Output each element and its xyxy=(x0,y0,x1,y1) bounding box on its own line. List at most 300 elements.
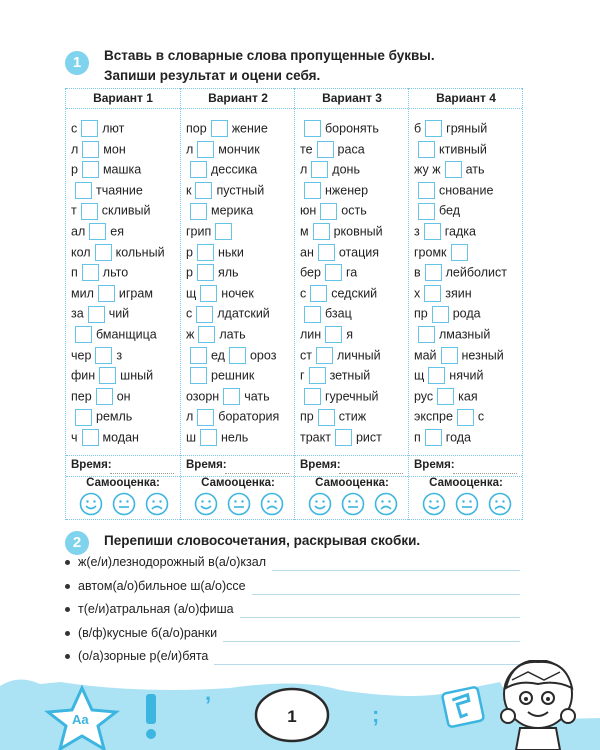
word-prefix: те xyxy=(300,142,313,157)
variant-column xyxy=(180,88,295,520)
word-row xyxy=(186,283,254,303)
word-row xyxy=(186,139,260,159)
missing-letter-box[interactable] xyxy=(325,326,342,343)
word-suffix: он xyxy=(116,389,131,404)
word-suffix: тчаяние xyxy=(96,183,143,198)
word-row xyxy=(414,303,481,323)
word-suffix: ктивный xyxy=(439,142,487,157)
self-assessment-faces xyxy=(422,492,512,516)
word-suffix: бзац xyxy=(325,307,352,322)
word-suffix: нячий xyxy=(449,368,484,383)
word-suffix: мерика xyxy=(211,204,254,219)
word-suffix: лмазный xyxy=(439,327,491,342)
missing-letter-box[interactable] xyxy=(304,182,321,199)
missing-letter-box[interactable] xyxy=(196,306,213,323)
letter-block-icon xyxy=(442,687,484,728)
word-suffix: з xyxy=(116,348,123,363)
word-suffix: с xyxy=(477,410,485,425)
word-suffix: ночек xyxy=(221,286,254,301)
word-suffix: седский xyxy=(331,286,378,301)
word-prefix: май xyxy=(414,348,437,363)
time-input-line[interactable] xyxy=(453,473,517,474)
word-prefix: в xyxy=(414,265,421,280)
word-suffix: дессикa xyxy=(211,162,258,177)
word-prefix: чер xyxy=(71,348,92,363)
word-prefix: экспре xyxy=(414,410,453,425)
word-row xyxy=(300,386,379,406)
time-label: Время: xyxy=(414,459,455,471)
missing-letter-box[interactable] xyxy=(95,244,112,261)
word-row xyxy=(71,406,132,426)
missing-letter-box[interactable] xyxy=(215,223,232,240)
word-row xyxy=(71,139,126,159)
page-number: 1 xyxy=(287,707,297,726)
time-input-line[interactable] xyxy=(339,473,403,474)
word-row xyxy=(414,283,472,303)
list-item xyxy=(65,553,520,571)
word-row xyxy=(414,406,484,426)
word-row xyxy=(414,427,471,447)
word-suffix: модан xyxy=(102,430,139,445)
word-suffix: машка xyxy=(102,162,142,177)
word-row xyxy=(71,180,143,200)
phrase-text: (в/ф)кусные б(а/о)ранки xyxy=(78,625,218,640)
word-suffix: мон xyxy=(103,142,126,157)
variant-column xyxy=(294,88,409,520)
word-suffix: скливый xyxy=(101,204,151,219)
neutral-face-icon[interactable] xyxy=(455,492,479,516)
missing-letter-box[interactable] xyxy=(418,326,435,343)
word-row xyxy=(71,324,157,344)
word-suffix: стиж xyxy=(338,410,367,425)
word-suffix: рода xyxy=(452,307,481,322)
happy-face-icon[interactable] xyxy=(308,492,332,516)
word-row xyxy=(414,180,493,200)
word-suffix: донь xyxy=(332,162,360,177)
phrase-text: т(е/и)атральная (а/о)фиша xyxy=(78,602,234,616)
missing-letter-box[interactable] xyxy=(82,141,99,158)
word-suffix: отация xyxy=(338,245,379,260)
missing-letter-box[interactable] xyxy=(318,409,335,426)
word-suffix: лют xyxy=(102,121,125,136)
word-prefix: ш xyxy=(186,430,197,445)
word-prefix: л xyxy=(186,142,194,157)
missing-letter-box[interactable] xyxy=(75,182,92,199)
word-prefix: щ xyxy=(186,286,197,301)
word-prefix: с xyxy=(300,286,307,301)
neutral-face-icon[interactable] xyxy=(112,492,136,516)
time-input-line[interactable] xyxy=(110,473,174,474)
word-suffix: ость xyxy=(341,204,367,219)
missing-letter-box[interactable] xyxy=(309,367,326,384)
word-suffix: лдатский xyxy=(217,307,270,322)
task-number-badge-2: 2 xyxy=(65,531,89,555)
word-suffix: пустный xyxy=(216,183,265,198)
missing-letter-box[interactable] xyxy=(310,285,327,302)
word-prefix: р xyxy=(186,265,193,280)
word-row xyxy=(414,159,485,179)
word-row xyxy=(71,386,131,406)
footer-decoration xyxy=(0,660,600,750)
time-label: Время: xyxy=(186,459,227,471)
missing-letter-box[interactable] xyxy=(75,326,92,343)
word-row xyxy=(71,200,150,220)
word-row xyxy=(414,221,476,241)
missing-letter-box[interactable] xyxy=(424,223,441,240)
word-suffix: кольный xyxy=(115,245,165,260)
list-item xyxy=(65,624,520,642)
neutral-face-icon[interactable] xyxy=(341,492,365,516)
task-instruction-line1: Вставь в словарные слова пропущенные буквы. xyxy=(104,48,435,63)
time-label: Время: xyxy=(300,459,341,471)
word-suffix: кая xyxy=(458,389,478,404)
word-prefix: л xyxy=(71,142,79,157)
missing-letter-box[interactable] xyxy=(197,409,214,426)
word-prefix: щ xyxy=(414,368,425,383)
missing-letter-box[interactable] xyxy=(424,285,441,302)
self-assessment-faces xyxy=(308,492,398,516)
word-prefix: л xyxy=(300,162,308,177)
word-row xyxy=(414,262,507,282)
word-row xyxy=(300,200,367,220)
word-suffix: ея xyxy=(110,224,124,239)
word-row xyxy=(414,118,487,138)
bullet-icon xyxy=(65,607,70,612)
word-row xyxy=(300,180,368,200)
missing-letter-box[interactable] xyxy=(88,306,105,323)
word-prefix: пр xyxy=(414,307,428,322)
phrase-text: ж(е/и)лезнодорожный в(а/о)кзал xyxy=(78,555,267,569)
word-suffix: раса xyxy=(337,142,365,157)
word-row xyxy=(186,324,246,344)
word-prefix: х xyxy=(414,286,421,301)
word-row xyxy=(414,324,490,344)
missing-letter-box[interactable] xyxy=(197,141,214,158)
time-input-line[interactable] xyxy=(225,473,289,474)
missing-letter-box[interactable] xyxy=(81,120,98,137)
word-prefix: т xyxy=(71,204,77,219)
self-assessment-label: Самооценка: xyxy=(315,477,389,489)
word-prefix: громк xyxy=(414,245,447,260)
bullet-icon xyxy=(65,631,70,636)
word-suffix: ньки xyxy=(217,245,244,260)
missing-letter-box[interactable] xyxy=(198,326,215,343)
word-suffix: я xyxy=(346,327,353,342)
answer-line[interactable] xyxy=(223,641,520,642)
missing-letter-box[interactable] xyxy=(425,429,442,446)
word-prefix: пер xyxy=(71,389,92,404)
missing-letter-box[interactable] xyxy=(418,182,435,199)
missing-letter-box[interactable] xyxy=(311,161,328,178)
phrase-text: (о/а)зорные р(е/и)бята xyxy=(78,649,209,663)
word-prefix: р xyxy=(71,162,78,177)
word-prefix: г xyxy=(300,368,305,383)
word-prefix: п xyxy=(414,430,421,445)
word-suffix: зетный xyxy=(329,368,371,383)
variant-title: Вариант 4 xyxy=(436,91,496,105)
neutral-face-icon[interactable] xyxy=(227,492,251,516)
word-prefix: пр xyxy=(300,410,314,425)
word-row xyxy=(71,221,124,241)
happy-face-icon[interactable] xyxy=(422,492,446,516)
phrase-text: автом(а/о)бильное ш(а/о)ссе xyxy=(78,578,246,593)
word-suffix: льто xyxy=(102,265,129,280)
word-row xyxy=(414,386,478,406)
word-row xyxy=(71,242,165,262)
missing-letter-box[interactable] xyxy=(457,409,474,426)
variant-title: Вариант 3 xyxy=(322,91,382,105)
missing-letter-box[interactable] xyxy=(75,409,92,426)
missing-letter-box[interactable] xyxy=(190,347,207,364)
word-row xyxy=(186,345,276,365)
word-row xyxy=(300,324,353,344)
missing-letter-box[interactable] xyxy=(313,223,330,240)
word-row xyxy=(300,427,382,447)
word-suffix: ать xyxy=(465,162,485,177)
missing-letter-box[interactable] xyxy=(418,141,435,158)
word-row xyxy=(414,242,472,262)
missing-letter-box[interactable] xyxy=(99,367,116,384)
missing-letter-box[interactable] xyxy=(425,264,442,281)
word-suffix: личный xyxy=(336,348,381,363)
variant-title: Вариант 1 xyxy=(93,91,153,105)
bullet-icon xyxy=(65,584,70,589)
word-row xyxy=(300,118,379,138)
sad-face-icon[interactable] xyxy=(260,492,284,516)
variant-title: Вариант 2 xyxy=(208,91,268,105)
word-prefix: тракт xyxy=(300,430,331,445)
word-prefix: ан xyxy=(300,245,314,260)
missing-letter-box[interactable] xyxy=(200,285,217,302)
word-row xyxy=(186,365,254,385)
word-row xyxy=(186,242,244,262)
word-prefix: мил xyxy=(71,286,94,301)
word-row xyxy=(300,303,352,323)
missing-letter-box[interactable] xyxy=(200,429,217,446)
missing-letter-box[interactable] xyxy=(418,203,435,220)
word-row xyxy=(300,139,365,159)
self-assessment-faces xyxy=(79,492,169,516)
word-prefix: за xyxy=(71,307,84,322)
self-assessment-faces xyxy=(194,492,284,516)
missing-letter-box[interactable] xyxy=(428,367,445,384)
word-prefix: пор xyxy=(186,121,207,136)
missing-letter-box[interactable] xyxy=(98,285,115,302)
word-suffix: ед xyxy=(211,348,225,363)
word-prefix: кол xyxy=(71,245,91,260)
word-row xyxy=(71,159,141,179)
missing-letter-box[interactable] xyxy=(445,161,462,178)
task-number-badge: 1 xyxy=(65,51,89,75)
word-row xyxy=(71,303,129,323)
task2-title: Перепиши словосочетания, раскрывая скобки. xyxy=(104,533,421,548)
word-row xyxy=(300,365,370,385)
word-row xyxy=(186,386,270,406)
bullet-icon xyxy=(65,560,70,565)
bullet-icon xyxy=(65,654,70,659)
missing-letter-box[interactable] xyxy=(190,203,207,220)
word-prefix: жу ж xyxy=(414,162,441,177)
sad-face-icon[interactable] xyxy=(488,492,512,516)
word-row xyxy=(186,118,268,138)
missing-letter-box[interactable] xyxy=(432,306,449,323)
word-row xyxy=(300,221,383,241)
missing-letter-box[interactable] xyxy=(190,367,207,384)
missing-letter-box[interactable] xyxy=(451,244,468,261)
word-suffix: га xyxy=(345,265,358,280)
missing-letter-box[interactable] xyxy=(96,388,113,405)
missing-letter-box[interactable] xyxy=(82,264,99,281)
exclamation-icon xyxy=(146,694,156,739)
missing-letter-box[interactable] xyxy=(325,264,342,281)
missing-letter-box[interactable] xyxy=(190,161,207,178)
word-suffix: чий xyxy=(108,307,130,322)
missing-letter-box[interactable] xyxy=(197,264,214,281)
word-row xyxy=(186,159,257,179)
word-prefix: ч xyxy=(71,430,78,445)
word-suffix: лейболист xyxy=(445,265,507,280)
word-suffix: решник xyxy=(211,368,255,383)
missing-letter-box[interactable] xyxy=(335,429,352,446)
word-suffix: гряный xyxy=(446,121,488,136)
happy-face-icon[interactable] xyxy=(79,492,103,516)
word-prefix: п xyxy=(71,265,78,280)
word-suffix: ороз xyxy=(249,348,277,363)
word-suffix: рковный xyxy=(333,224,383,239)
missing-letter-box[interactable] xyxy=(304,388,321,405)
footer-badge-text: Aa xyxy=(72,712,89,727)
missing-letter-box[interactable] xyxy=(195,182,212,199)
word-suffix: снование xyxy=(439,183,494,198)
word-suffix: мончик xyxy=(218,142,260,157)
word-suffix: боратория xyxy=(218,410,280,425)
self-assessment-label: Самооценка: xyxy=(201,477,275,489)
word-suffix: чать xyxy=(244,389,270,404)
missing-letter-box[interactable] xyxy=(223,388,240,405)
word-row xyxy=(71,118,124,138)
word-suffix: незный xyxy=(461,348,504,363)
word-row xyxy=(414,365,483,385)
missing-letter-box[interactable] xyxy=(316,347,333,364)
word-suffix: боронять xyxy=(325,121,379,136)
missing-letter-box[interactable] xyxy=(304,306,321,323)
word-row xyxy=(300,159,360,179)
word-suffix: зяин xyxy=(445,286,472,301)
variant-column xyxy=(66,88,180,520)
word-prefix: ст xyxy=(300,348,312,363)
sad-face-icon[interactable] xyxy=(145,492,169,516)
word-prefix: бер xyxy=(300,265,321,280)
missing-letter-box[interactable] xyxy=(89,223,106,240)
word-row xyxy=(186,303,270,323)
missing-letter-box[interactable] xyxy=(82,161,99,178)
word-prefix: с xyxy=(71,121,78,136)
word-prefix: рус xyxy=(414,389,434,404)
missing-letter-box[interactable] xyxy=(95,347,112,364)
word-row xyxy=(71,345,122,365)
word-prefix: фин xyxy=(71,368,96,383)
missing-letter-box[interactable] xyxy=(437,388,454,405)
word-prefix: ал xyxy=(71,224,86,239)
word-row xyxy=(414,139,487,159)
word-row xyxy=(71,283,153,303)
word-suffix: шный xyxy=(120,368,154,383)
word-row xyxy=(186,427,248,447)
word-row xyxy=(300,283,377,303)
word-prefix: м xyxy=(300,224,309,239)
word-suffix: бед xyxy=(439,204,460,219)
word-suffix: ремль xyxy=(96,410,133,425)
missing-letter-box[interactable] xyxy=(318,244,335,261)
answer-line[interactable] xyxy=(272,570,520,571)
answer-line[interactable] xyxy=(252,594,520,595)
missing-letter-box[interactable] xyxy=(425,120,442,137)
semicolon-icon: ; xyxy=(372,702,380,727)
word-row xyxy=(71,365,153,385)
missing-letter-box[interactable] xyxy=(81,203,98,220)
self-assessment-label: Самооценка: xyxy=(86,477,160,489)
variants-table xyxy=(65,88,523,520)
word-suffix: гуречный xyxy=(325,389,379,404)
word-row xyxy=(414,345,504,365)
word-prefix: с xyxy=(186,307,193,322)
word-prefix: з xyxy=(414,224,420,239)
list-item xyxy=(65,600,520,618)
word-suffix: яль xyxy=(217,265,239,280)
missing-letter-box[interactable] xyxy=(320,203,337,220)
word-row xyxy=(300,345,381,365)
word-suffix: жение xyxy=(231,121,268,136)
word-prefix: лин xyxy=(300,327,322,342)
variant-column xyxy=(408,88,523,520)
happy-face-icon[interactable] xyxy=(194,492,218,516)
word-suffix: рист xyxy=(355,430,382,445)
missing-letter-box[interactable] xyxy=(229,347,246,364)
comma-icon: , xyxy=(205,680,212,705)
missing-letter-box[interactable] xyxy=(317,141,334,158)
word-row xyxy=(300,262,357,282)
word-prefix: озорн xyxy=(186,389,220,404)
word-row xyxy=(186,180,264,200)
missing-letter-box[interactable] xyxy=(211,120,228,137)
time-label: Время: xyxy=(71,459,112,471)
word-prefix: юн xyxy=(300,204,317,219)
missing-letter-box[interactable] xyxy=(82,429,99,446)
word-row xyxy=(414,200,460,220)
missing-letter-box[interactable] xyxy=(441,347,458,364)
missing-letter-box[interactable] xyxy=(304,120,321,137)
answer-line[interactable] xyxy=(240,617,520,618)
word-prefix: р xyxy=(186,245,193,260)
word-suffix: года xyxy=(445,430,471,445)
list-item xyxy=(65,577,520,595)
word-row xyxy=(186,406,279,426)
word-row xyxy=(186,200,253,220)
sad-face-icon[interactable] xyxy=(374,492,398,516)
word-row xyxy=(186,262,239,282)
word-suffix: нель xyxy=(221,430,249,445)
word-suffix: гадка xyxy=(444,224,476,239)
word-suffix: играм xyxy=(118,286,153,301)
word-prefix: л xyxy=(186,410,194,425)
word-row xyxy=(300,242,379,262)
self-assessment-label: Самооценка: xyxy=(429,477,503,489)
word-row xyxy=(71,427,139,447)
word-prefix: грип xyxy=(186,224,212,239)
missing-letter-box[interactable] xyxy=(197,244,214,261)
word-suffix: нженер xyxy=(325,183,369,198)
word-row xyxy=(71,262,128,282)
